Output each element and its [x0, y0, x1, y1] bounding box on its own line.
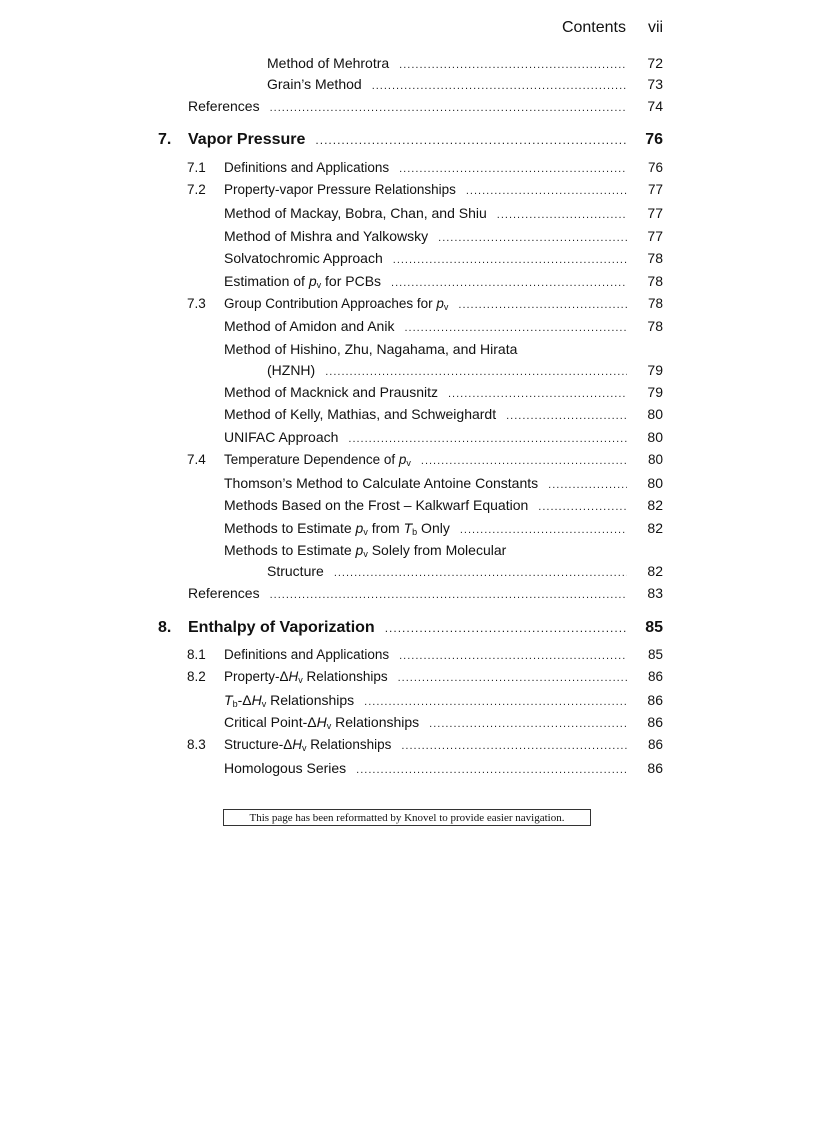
dot-leader	[497, 206, 627, 224]
toc-entry[interactable]	[224, 383, 663, 403]
section-number: 8.1	[187, 647, 206, 662]
dot-leader	[538, 498, 627, 516]
toc-entry[interactable]	[267, 361, 663, 381]
dot-leader	[399, 56, 627, 74]
dot-leader	[460, 521, 627, 539]
toc-entry-title: Methods Based on the Frost – Kalkwarf Equation	[224, 497, 529, 513]
toc-entry-line1[interactable]	[224, 340, 663, 358]
section-number: 7.2	[187, 182, 206, 197]
toc-entry-references[interactable]	[188, 584, 663, 604]
toc-entry-title: Method of Amidon and Anik	[224, 318, 395, 334]
dot-leader	[391, 274, 627, 292]
toc-entry-title: Critical Point-$\Delta H_v$ Relationships	[224, 714, 420, 731]
toc-entry[interactable]	[224, 496, 663, 516]
dot-leader	[348, 430, 627, 448]
running-header-page: vii	[648, 19, 664, 36]
toc-page-number: 82	[647, 520, 663, 536]
toc-entry-title: Group Contribution Approaches for $p_v$	[224, 296, 449, 312]
chapter-title: Vapor Pressure	[188, 131, 306, 148]
toc-page-number: 79	[647, 384, 663, 400]
toc-page-number: 78	[647, 318, 663, 334]
section-number: 7.1	[187, 160, 206, 175]
toc-entry[interactable]	[267, 562, 663, 582]
toc-entry-title: Method of Macknick and Prausnitz	[224, 384, 438, 400]
toc-entry-title: Property-$\Delta H_v$ Relationships	[224, 669, 388, 685]
toc-page-number: 77	[647, 205, 663, 221]
toc-entry-title: Method of Mishra and Yalkowsky	[224, 228, 429, 244]
toc-entry-title: Method of Hishino, Zhu, Nagahama, and Hirata	[224, 341, 518, 357]
toc-section-8-1[interactable]	[187, 646, 663, 665]
toc-page-number: 86	[647, 669, 663, 684]
dot-leader	[401, 737, 627, 755]
toc-page-number: 83	[647, 585, 663, 601]
toc-section-7-4[interactable]	[187, 451, 663, 470]
toc-page-number: 85	[647, 647, 663, 662]
toc-entry-title: Methods to Estimate $p_v$ Solely from Molecular	[224, 542, 507, 559]
toc-entry[interactable]	[224, 474, 663, 494]
toc-page-number: 72	[647, 55, 663, 71]
toc-entry[interactable]	[224, 272, 663, 292]
toc-entry-title: Method of Mackay, Bobra, Chan, and Shiu	[224, 205, 487, 221]
toc-section-7-1[interactable]	[187, 159, 663, 178]
toc-entry-title: References	[188, 98, 260, 114]
toc-entry-references[interactable]	[188, 97, 663, 117]
chapter-number: 7.	[158, 131, 172, 148]
section-number: 8.2	[187, 669, 206, 684]
toc-entry[interactable]	[224, 405, 663, 425]
toc-entry[interactable]	[224, 519, 663, 539]
toc-page-number: 77	[647, 228, 663, 244]
toc-entry-title: Definitions and Applications	[224, 160, 390, 175]
section-number: 8.3	[187, 737, 206, 752]
toc-page-number: 80	[647, 475, 663, 491]
toc-section-7-3[interactable]	[187, 295, 663, 314]
dot-leader	[325, 363, 627, 381]
dot-leader	[458, 296, 627, 314]
toc-section-7-2[interactable]	[187, 181, 663, 200]
toc-section-8-3[interactable]	[187, 736, 663, 755]
toc-entry-title: Solvatochromic Approach	[224, 250, 383, 266]
toc-entry-title-cont: (HZNH)	[267, 362, 316, 378]
toc-page-number: 86	[647, 692, 663, 708]
dot-leader	[404, 319, 627, 337]
dot-leader	[421, 452, 627, 470]
toc-section-8-2[interactable]	[187, 668, 663, 687]
chapter-title: Enthalpy of Vaporization	[188, 619, 375, 636]
toc-page-number: 78	[647, 250, 663, 266]
toc-entry-title: Thomson’s Method to Calculate Antoine Constants	[224, 475, 539, 491]
toc-entry-title: $T_b-\Delta H_v$ Relationships	[224, 692, 355, 709]
toc-entry[interactable]	[224, 204, 663, 224]
toc-entry[interactable]	[224, 428, 663, 448]
toc-page-number: 73	[647, 76, 663, 92]
dot-leader	[334, 564, 627, 582]
toc-entry-title-cont: Structure	[267, 563, 324, 579]
dot-leader	[398, 669, 627, 687]
toc-page-number: 80	[647, 429, 663, 445]
section-number: 7.4	[187, 452, 206, 467]
toc-page-number: 76	[645, 131, 663, 148]
dot-leader	[356, 761, 627, 779]
toc-entry[interactable]	[224, 759, 663, 779]
toc-chapter-7[interactable]	[158, 131, 663, 149]
dot-leader	[429, 715, 627, 733]
toc-entry-title: Methods to Estimate $p_v$ from $T_b$ Only	[224, 520, 450, 537]
section-number: 7.3	[187, 296, 206, 311]
toc-entry[interactable]	[267, 75, 663, 95]
toc-entry-title: Structure-$\Delta H_v$ Relationships	[224, 737, 392, 753]
toc-entry[interactable]	[224, 691, 663, 711]
dot-leader	[466, 182, 627, 200]
toc-page-number: 74	[647, 98, 663, 114]
dot-leader	[506, 407, 627, 425]
toc-page-number: 82	[647, 563, 663, 579]
toc-entry-line1[interactable]	[224, 541, 663, 559]
dot-leader	[385, 619, 627, 637]
toc-page-number: 78	[647, 296, 663, 311]
toc-page-number: 78	[647, 273, 663, 289]
toc-page-number: 80	[647, 406, 663, 422]
toc-entry-title: Homologous Series	[224, 760, 347, 776]
dot-leader	[364, 693, 627, 711]
toc-page-number: 86	[647, 714, 663, 730]
toc-page-number: 82	[647, 497, 663, 513]
toc-entry[interactable]	[224, 227, 663, 247]
toc-entry-title: Method of Kelly, Mathias, and Schweighardt	[224, 406, 497, 422]
toc-entry-title: Grain’s Method	[267, 76, 362, 92]
toc-page-number: 85	[645, 619, 663, 636]
knovel-reformat-notice: This page has been reformatted by Knovel to provide easier navigation.	[223, 809, 591, 826]
toc-chapter-8[interactable]	[158, 619, 663, 637]
dot-leader	[270, 99, 627, 117]
dot-leader	[315, 131, 627, 149]
toc-page-number: 79	[647, 362, 663, 378]
dot-leader	[399, 647, 627, 665]
toc-entry-title: Temperature Dependence of $p_v$	[224, 452, 411, 468]
toc-entry-title: Definitions and Applications	[224, 647, 390, 662]
toc-page-number: 86	[647, 760, 663, 776]
toc-entry-title: Property-vapor Pressure Relationships	[224, 182, 456, 197]
dot-leader	[372, 77, 627, 95]
dot-leader	[399, 160, 627, 178]
dot-leader	[270, 586, 627, 604]
toc-page-number: 76	[647, 160, 663, 175]
dot-leader	[393, 251, 627, 269]
toc-page-number: 86	[647, 737, 663, 752]
toc-entry-title: Estimation of $p_v$ for PCBs	[224, 273, 382, 290]
toc-page-number: 80	[647, 452, 663, 467]
toc-entry[interactable]	[224, 317, 663, 337]
toc-entry-title: Method of Mehrotra	[267, 55, 390, 71]
dot-leader	[448, 385, 627, 403]
toc-page-number: 77	[647, 182, 663, 197]
chapter-number: 8.	[158, 619, 172, 636]
toc-entry[interactable]	[224, 713, 663, 733]
toc-entry[interactable]	[267, 54, 663, 74]
dot-leader	[548, 476, 627, 494]
dot-leader	[438, 229, 627, 247]
running-header-title: Contents	[561, 19, 626, 36]
toc-entry-title: UNIFAC Approach	[224, 429, 339, 445]
toc-entry-title: References	[188, 585, 260, 601]
toc-entry[interactable]	[224, 249, 663, 269]
